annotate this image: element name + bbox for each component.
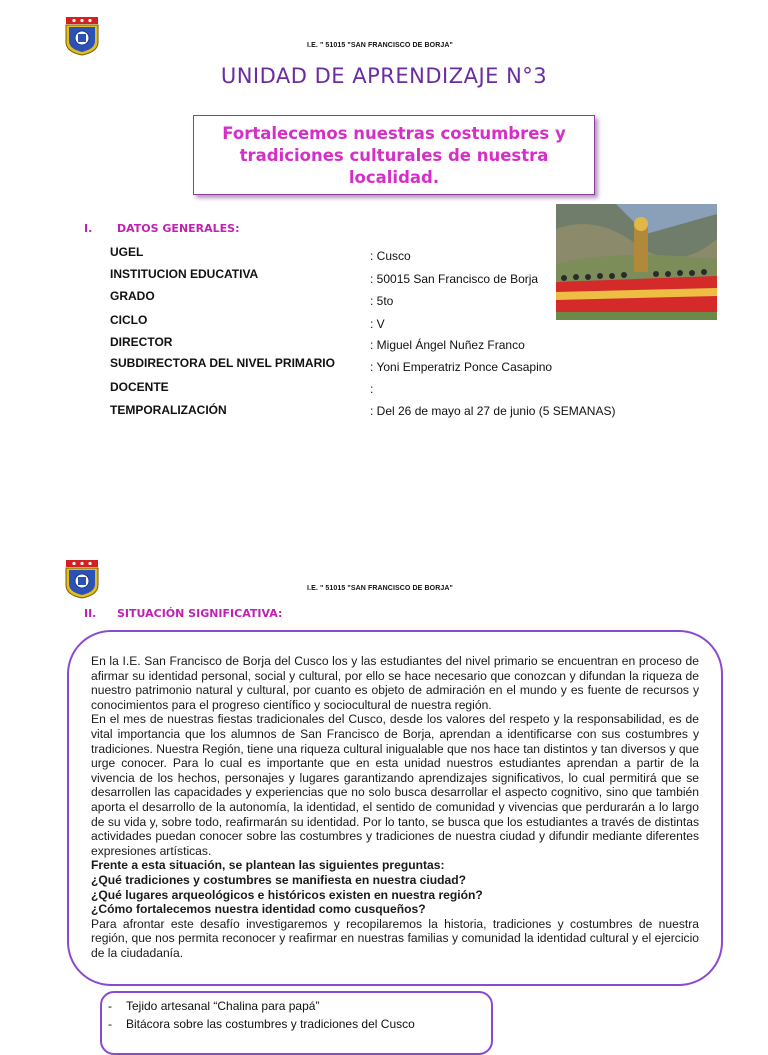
label-subdirectora: SUBDIRECTORA DEL NIVEL PRIMARIO <box>110 356 335 370</box>
unit-subtitle-line: localidad. <box>348 168 440 187</box>
value-institucion: : 50015 San Francisco de Borja <box>370 272 539 286</box>
list-item <box>108 997 415 1015</box>
situacion-box <box>67 630 723 986</box>
paragraph: Para afrontar este desafío investigaremos y recopilaremos la historia, tradiciones y costumbres de nuestra región, que nos permita reconocer y reafirmar en nuestras familias y comunidad la identidad cultural y el ejercicio de la ciudadanía. <box>91 916 699 960</box>
unit-subtitle-line: tradiciones culturales de nuestra <box>239 146 549 165</box>
section-2-title: SITUACIÓN SIGNIFICATIVA: <box>117 607 283 620</box>
question: Frente a esta situación, se plantean las siguientes preguntas: <box>91 858 445 873</box>
product-label: Bitácora sobre las costumbres y tradiciones del Cusco <box>126 1017 415 1031</box>
label-institucion: INSTITUCION EDUCATIVA <box>110 267 259 281</box>
question: ¿Cómo fortalecemos nuestra identidad como cusqueños? <box>91 902 426 917</box>
unit-subtitle-line: Fortalecemos nuestras costumbres y <box>222 124 566 143</box>
value-ciclo: : V <box>370 317 385 331</box>
product-label: Tejido artesanal “Chalina para papá” <box>126 999 320 1013</box>
label-temporalizacion: TEMPORALIZACIÓN <box>110 403 227 417</box>
festival-photo <box>556 204 717 320</box>
school-header: I.E. " 51015 "SAN FRANCISCO DE BORJA" <box>307 42 453 49</box>
paragraph: En la I.E. San Francisco de Borja del Cusco los y las estudiantes del nivel primario se encuentran en proceso de afirmar su identidad personal, social y cultural, por ello se hace necesario que conozcan y difundan la riqueza de nuestro patrimonio natural y cultural, por cuanto es objeto de admiración en el mundo y es fuente de recursos y conocimientos para el progreso científico y sociocultural de nuestra región. <box>91 654 699 712</box>
label-grado: GRADO <box>110 289 155 303</box>
label-director: DIRECTOR <box>110 335 173 349</box>
products-box <box>100 991 493 1055</box>
value-subdirectora: : Yoni Emperatriz Ponce Casapino <box>370 360 553 374</box>
question: ¿Qué tradiciones y costumbres se manifiesta en nuestra ciudad? <box>91 872 467 887</box>
paragraph: En el mes de nuestras fiestas tradicionales del Cusco, desde los valores del respeto y la responsabilidad, es de vital importancia que los alumnos de San Francisco de Borja, aprendan a identificarse con sus costumbres y tradiciones. Nuestra Región, tiene una riqueza cultural inigualable que nos hace tan distintos y tan diversos y que urge conocer. Para lo cual es importante que en esta unidad nuestros estudiantes aprendan a partir de la vivencia de los hechos, personajes y lugares garantizando aprendizajes significativos, lo cual permitirá que se desarrollen las capacidades y experiencias que no solo busca desarrollar el aspecto cognitivo, sino que también aporta el desarrollo de la autonomía, la identidad, el sentido de comunidad y vivencias que perdurarán a lo largo de su vida y, sobre todo, reafirmarán su identidad. Por lo tanto, se busca que los estudiantes a través de distintas actividades puedan conocer sobre las costumbres y tradiciones de nuestra ciudad y difundir mediante diferentes expresiones artísticas. <box>91 712 699 858</box>
list-item <box>108 1015 415 1033</box>
question: ¿Qué lugares arqueológicos e históricos existen en nuestra región? <box>91 887 483 902</box>
section-2-number: II. <box>84 607 97 620</box>
unit-title: UNIDAD DE APRENDIZAJE N°3 <box>220 64 548 88</box>
label-docente: DOCENTE <box>110 380 169 394</box>
label-ugel: UGEL <box>110 245 144 259</box>
value-ugel: : Cusco <box>370 249 411 263</box>
value-grado: : 5to <box>370 294 394 308</box>
value-docente: : <box>370 382 374 396</box>
school-crest-logo <box>65 559 99 599</box>
section-1-number: I. <box>84 222 93 235</box>
unit-subtitle-box <box>193 115 595 195</box>
section-1-title: DATOS GENERALES: <box>117 222 240 235</box>
value-temporalizacion: : Del 26 de mayo al 27 de junio (5 SEMANAS) <box>370 404 616 418</box>
unit-subtitle <box>202 123 586 189</box>
products-list <box>108 997 415 1033</box>
situacion-text <box>91 654 699 960</box>
value-director: : Miguel Ángel Nuñez Franco <box>370 338 525 352</box>
school-header: I.E. " 51015 "SAN FRANCISCO DE BORJA" <box>307 585 453 592</box>
label-ciclo: CICLO <box>110 313 148 327</box>
school-crest-logo <box>65 16 99 56</box>
